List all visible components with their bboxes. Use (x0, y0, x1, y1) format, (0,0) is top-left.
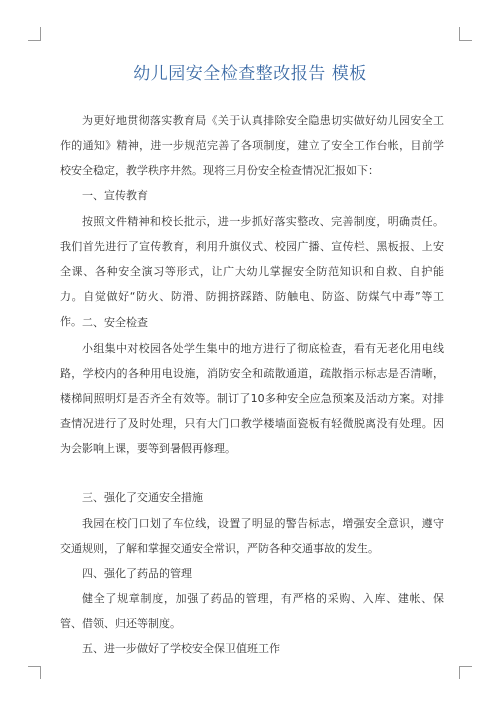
section-paragraph: 按照文件精神和校长批示，进一步抓好落实整改、完善制度，明确责任。我们首先进行了宣传教育，利用升旗仪式、校园广播、宣传栏、黑板报、上安全课、各种安全演习等形式，让广大幼儿掌握安全防范知识和自救、自护能力。自觉做好“防火、防滑、防拥挤踩踏、防触电、防盗、防煤气中毒”等工作。 (60, 215, 444, 328)
section-heading: 一、宣传教育 (82, 189, 148, 202)
section-2-body (60, 336, 444, 461)
section-paragraph: 健全了规章制度，加强了药品的管理，有严格的采购、入库、建帐、保管、借领、归还等制度。 (60, 592, 444, 630)
section-paragraph: 我园在校门口划了车位线，设置了明显的警告标志，增强安全意识，遵守交通规则，了解和掌握交通安全常识，严防各种交通事故的发生。 (60, 517, 444, 555)
section-heading: 二、安全检查 (82, 316, 148, 329)
section-2 (60, 313, 444, 333)
section-3 (60, 488, 444, 508)
crop-mark-top-right-v (459, 27, 460, 40)
section-5 (60, 639, 444, 659)
section-4 (60, 564, 444, 584)
intro-paragraph: 为更好地贯彻落实教育局《关于认真排除安全隐患切实做好幼儿园安全工作的通知》精神，进一步规范完善了各项制度，建立了安全工作台帐，目前学校安全稳定，教学秩序井然。现将三月份安全检查情况汇报如下： (60, 114, 444, 177)
section-heading: 五、进一步做好了学校安全保卫值班工作 (82, 642, 280, 655)
intro-block (60, 108, 444, 183)
section-4-body (60, 586, 444, 636)
section-3-body (60, 511, 444, 561)
crop-mark-bottom-right-v (459, 666, 460, 679)
section-heading: 四、强化了药品的管理 (82, 567, 192, 580)
crop-mark-top-left-h (28, 40, 41, 41)
crop-mark-top-left-v (40, 27, 41, 40)
section-heading: 三、强化了交通安全措施 (82, 491, 203, 504)
crop-mark-bottom-right-h (459, 666, 472, 667)
section-paragraph: 小组集中对校园各处学生集中的地方进行了彻底检查，看有无老化用电线路，学校内的各种用电设施，消防安全和疏散通道，疏散指示标志是否清晰，楼梯间照明灯是否齐全有效等。制订了10多种安全应急预案及活动方案。对排查情况进行了及时处理，只有大门口教学楼墙面瓷板有轻微脱离没有处理。因为会影响上课，要等到暑假再修理。 (60, 342, 444, 455)
document-title: 幼儿园安全检查整改报告 模板 (133, 64, 367, 84)
crop-mark-bottom-left-v (40, 666, 41, 679)
section-1 (60, 186, 444, 206)
crop-mark-top-right-h (459, 40, 472, 41)
